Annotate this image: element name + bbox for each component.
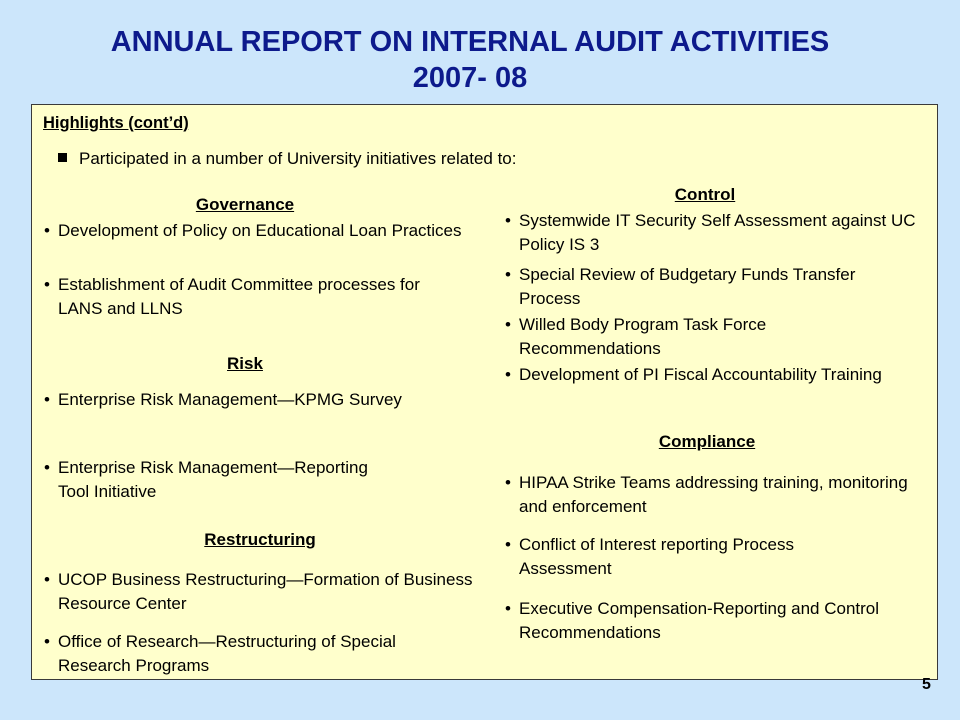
control-heading: Control	[674, 185, 736, 204]
list-item: • Special Review of Budgetary Funds Transfer Process	[497, 263, 909, 311]
list-item: • HIPAA Strike Teams addressing training, monitoring and enforcement	[497, 471, 939, 519]
list-item: • Systemwide IT Security Self Assessment against UC Policy IS 3	[497, 209, 939, 257]
restructuring-heading: Restructuring	[204, 530, 316, 549]
highlights-heading: Highlights (cont’d)	[43, 114, 189, 132]
report-year: 2007- 08	[412, 62, 528, 94]
risk-heading: Risk	[227, 354, 263, 373]
intro-text: Participated in a number of University initiatives related to:	[79, 149, 517, 168]
list-item: • Development of PI Fiscal Accountability Training	[497, 363, 929, 387]
compliance-heading: Compliance	[658, 432, 756, 451]
report-title: ANNUAL REPORT ON INTERNAL AUDIT ACTIVITIES	[110, 26, 830, 58]
governance-heading: Governance	[195, 195, 295, 214]
list-item: • Willed Body Program Task Force Recommendations	[497, 313, 859, 361]
content-panel	[31, 104, 938, 680]
list-item: • Enterprise Risk Management—KPMG Survey	[36, 388, 458, 412]
list-item: • Conflict of Interest reporting Process Assessment	[497, 533, 889, 581]
list-item: • UCOP Business Restructuring—Formation of Business Resource Center	[36, 568, 508, 616]
list-item: • Enterprise Risk Management—Reporting Tool Initiative	[36, 456, 388, 504]
intro-bullet	[58, 149, 516, 169]
list-item: • Establishment of Audit Committee processes for LANS and LLNS	[36, 273, 438, 321]
list-item: • Office of Research—Restructuring of Special Research Programs	[36, 630, 458, 678]
page-number: 5	[922, 676, 931, 693]
list-item: • Executive Compensation-Reporting and Control Recommendations	[497, 597, 919, 645]
list-item: • Development of Policy on Educational Loan Practices	[36, 219, 468, 243]
square-bullet-icon	[58, 153, 67, 162]
